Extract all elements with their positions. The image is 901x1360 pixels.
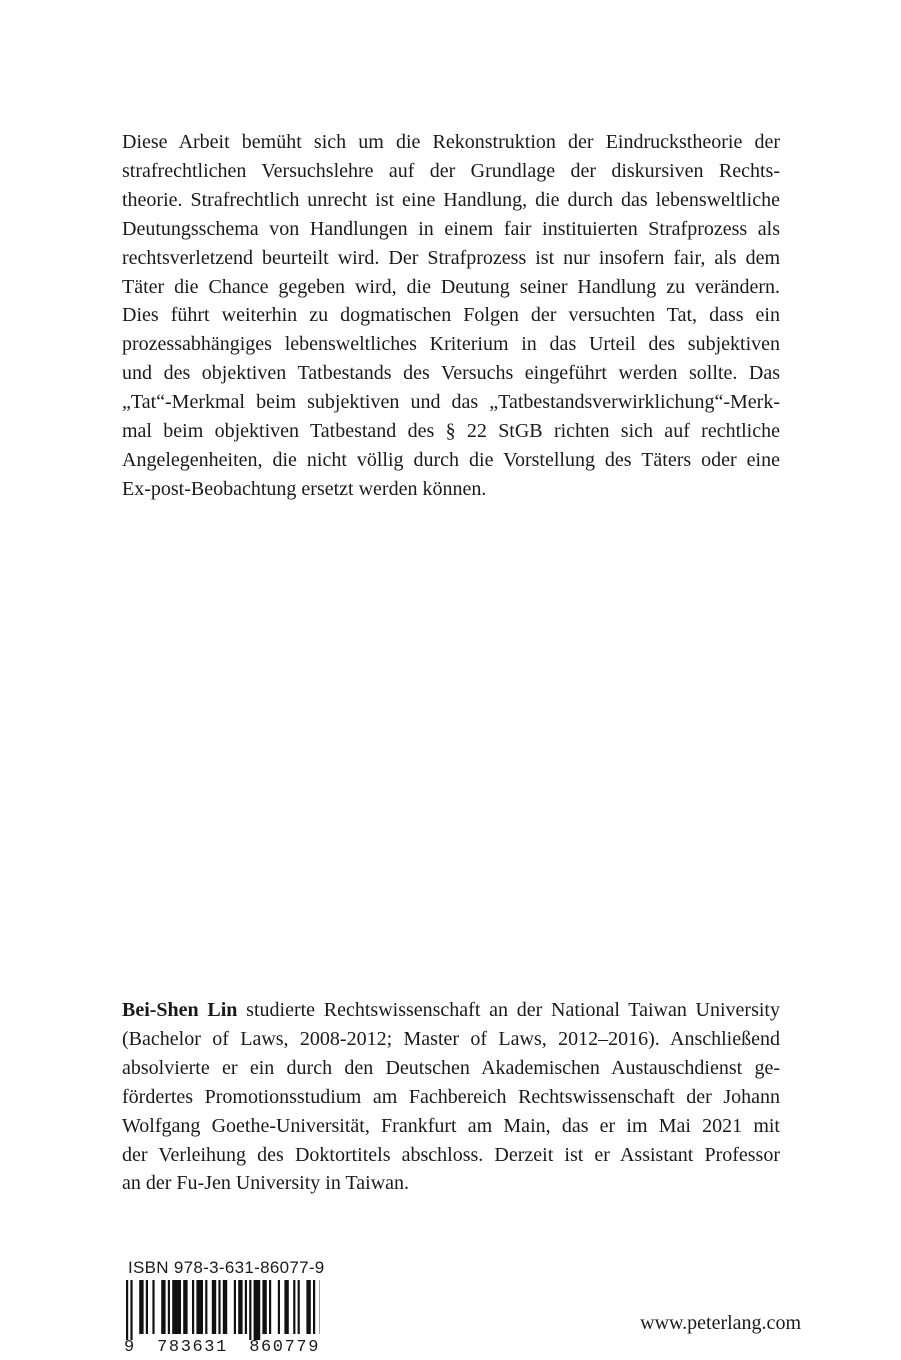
- barcode-bar: [130, 1280, 132, 1340]
- isbn-barcode-block: [124, 1258, 334, 1357]
- abstract-line: strafrechtlichen Versuchslehre auf der Grundlage der diskursiven Rechts-: [122, 159, 780, 182]
- barcode-bar: [306, 1280, 310, 1334]
- barcode-digits: [124, 1338, 320, 1357]
- barcode-bar: [245, 1280, 247, 1334]
- abstract-line: Angelegenheiten, die nicht völlig durch die Vorstellung des Täters oder eine: [122, 448, 780, 471]
- barcode-bar: [152, 1280, 154, 1334]
- abstract-line: Ex-post-Beobachtung ersetzt werden können.: [122, 477, 487, 500]
- abstract-line: Diese Arbeit bemüht sich um die Rekonstruktion der Eindruckstheorie der: [122, 131, 780, 153]
- abstract-line: „Tat“-Merkmal beim subjektiven und das „Tatbestandsverwirklichung“-Merk-: [122, 391, 780, 414]
- barcode-bar: [218, 1280, 220, 1334]
- abstract-line: Dies führt weiterhin zu dogmatischen Folgen der versuchten Tat, dass ein: [122, 304, 780, 327]
- isbn-label: ISBN 978-3-631-86077-9: [128, 1258, 325, 1277]
- bio-line: (Bachelor of Laws, 2008-2012; Master of Laws, 2012–2016). Anschließend: [122, 1027, 780, 1050]
- bio-line: absolvierte er ein durch den Deutschen Akademischen Austauschdienst ge-: [122, 1056, 780, 1079]
- abstract-line: mal beim objektiven Tatbestand des § 22 StGB richten sich auf rechtliche: [122, 420, 780, 443]
- barcode-digit-group: 860779: [249, 1338, 320, 1357]
- barcode-bar: [313, 1280, 315, 1334]
- barcode-bar: [284, 1280, 288, 1334]
- barcode-bar: [212, 1280, 216, 1334]
- author-bio: [122, 996, 780, 1198]
- barcode-bar: [262, 1280, 266, 1334]
- abstract-line: prozessabhängiges lebensweltliches Kriterium in das Urteil des subjektiven: [122, 333, 780, 356]
- abstract-line: theorie. Strafrechtlich unrecht ist eine Handlung, die durch das lebensweltliche: [122, 188, 780, 211]
- barcode-digit-group: 783631: [157, 1338, 228, 1357]
- bio-first-line-text: studierte Rechtswissenschaft an der National Taiwan University: [237, 999, 780, 1021]
- barcode-bar: [146, 1280, 148, 1334]
- barcode-bar: [205, 1280, 207, 1334]
- barcode-bar: [278, 1280, 280, 1334]
- barcode-bar: [238, 1280, 242, 1334]
- abstract-line: und des objektiven Tatbestands des Versuchs eingeführt werden sollte. Das: [122, 362, 780, 385]
- barcode-bar: [139, 1280, 143, 1334]
- bio-line: Wolfgang Goethe-Universität, Frankfurt am Main, das er im Mai 2021 mit: [122, 1114, 780, 1137]
- bio-line: der Verleihung des Doktortitels abschloss. Derzeit ist er Assistant Professor: [122, 1143, 780, 1166]
- barcode-bar: [168, 1280, 170, 1334]
- bio-line: [122, 996, 780, 1025]
- barcode-bar: [172, 1280, 181, 1334]
- barcode-bar: [192, 1280, 194, 1334]
- publisher-website: www.peterlang.com: [640, 1312, 801, 1334]
- barcode-bar: [234, 1280, 236, 1334]
- barcode-bar: [269, 1280, 271, 1334]
- author-name: Bei-Shen Lin: [122, 999, 238, 1021]
- bio-line: fördertes Promotionsstudium am Fachbereich Rechtswissenschaft der Johann: [122, 1085, 780, 1108]
- barcode-bar: [196, 1280, 203, 1334]
- barcode-bar: [126, 1280, 128, 1340]
- abstract-line: Täter die Chance gegeben wird, die Deutung seiner Handlung zu verändern.: [122, 275, 780, 298]
- barcode-bar: [161, 1280, 165, 1334]
- bio-line: an der Fu-Jen University in Taiwan.: [122, 1172, 410, 1195]
- barcode-bar: [298, 1280, 300, 1334]
- abstract-line: rechtsverletzend beurteilt wird. Der Strafprozess ist nur insofern fair, als dem: [122, 246, 780, 269]
- barcode-bar: [223, 1280, 227, 1334]
- barcode-digit-group: 9: [124, 1338, 136, 1357]
- barcode-bar: [254, 1280, 261, 1340]
- barcode-bar: [183, 1280, 187, 1334]
- barcode-bar: [249, 1280, 251, 1340]
- barcode: [124, 1280, 320, 1340]
- abstract-paragraph: [122, 128, 780, 504]
- barcode-bar: [293, 1280, 295, 1334]
- abstract-line: Deutungsschema von Handlungen in einem fair instituierten Strafprozess als: [122, 217, 780, 240]
- bio-paragraph: [122, 996, 780, 1198]
- abstract-text: [122, 128, 780, 504]
